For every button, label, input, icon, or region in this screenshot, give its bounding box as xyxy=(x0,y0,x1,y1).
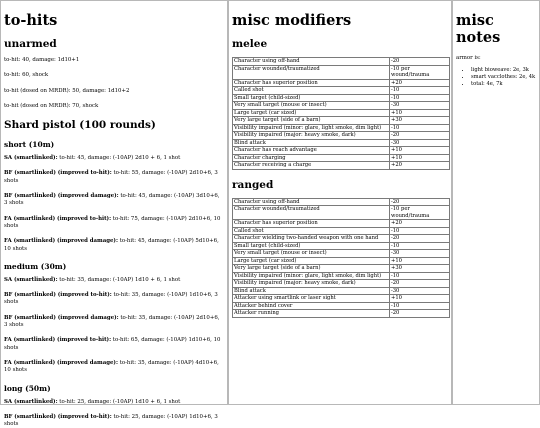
modifier-row xyxy=(233,139,450,147)
fire-mode-line xyxy=(4,292,224,307)
fire-mode-stats: to-hit: 25, damage: (-10AP) 1d10+6, 3 shots xyxy=(4,413,218,428)
modifier-condition: Character wounded/traumatized xyxy=(233,65,390,79)
modifier-condition: Character has reach advantage xyxy=(233,147,390,155)
modifier-row xyxy=(233,265,450,273)
armor-item: • smart vacclothes: 2e, 4k xyxy=(471,74,536,81)
fire-mode-stats: to-hit: 65, damage: (-10AP) 1d10+6, 10 shots xyxy=(4,337,221,351)
modifier-row xyxy=(233,287,450,295)
armor-list xyxy=(456,67,536,87)
modifier-value: -10 xyxy=(390,272,450,280)
modifier-value: -10 xyxy=(390,94,450,102)
armor-item: • total: 4e, 7k xyxy=(471,81,536,88)
modifier-row xyxy=(233,295,450,303)
fire-mode-stats: to-hit: 45, damage: (-10AP) 5d10+6, 10 shots xyxy=(4,238,219,252)
modifier-condition: Character wounded/traumatized xyxy=(233,206,390,220)
fire-mode-label: SA (smartlinked): xyxy=(4,276,58,283)
fire-mode-line xyxy=(4,277,224,284)
armor-item: • light bioweave: 2e, 3k xyxy=(471,67,536,74)
modifier-value: -30 xyxy=(390,139,450,147)
fire-mode-line xyxy=(4,360,224,375)
modifier-value: -30 xyxy=(390,250,450,258)
modifier-value: +10 xyxy=(390,257,450,265)
melee-table-body xyxy=(233,58,450,170)
fire-mode-stats: to-hit: 75, damage: (-10AP) 2d10+6, 10 shots xyxy=(4,215,221,229)
modifier-row xyxy=(233,250,450,258)
modifier-condition: Attacker behind cover xyxy=(233,302,390,310)
modifier-value: +30 xyxy=(390,117,450,125)
misc-notes-column xyxy=(452,0,540,405)
modifier-row xyxy=(233,94,450,102)
pistol-heading: Shard pistol (100 rounds) xyxy=(4,119,156,132)
modifier-value: -20 xyxy=(390,310,450,318)
modifier-value: +10 xyxy=(390,147,450,155)
modifier-condition: Character has superior position xyxy=(233,220,390,228)
modifier-value: -10 xyxy=(390,302,450,310)
modifier-row xyxy=(233,257,450,265)
modifier-value: +10 xyxy=(390,154,450,162)
fire-mode-label: FA (smartlinked) (improved to-hit): xyxy=(4,337,112,344)
misc-modifiers-column xyxy=(228,0,452,405)
fire-mode-label: SA (smartlinked): xyxy=(4,155,58,162)
modifier-condition: Called shot xyxy=(233,87,390,95)
modifier-condition: Character using off-hand xyxy=(233,198,390,206)
fire-mode-label: FA (smartlinked) (improved damage): xyxy=(4,359,118,366)
fire-mode-line xyxy=(4,216,224,231)
modifier-row xyxy=(233,117,450,125)
to-hits-column xyxy=(0,0,228,428)
unarmed-line: to-hit (dosed on MRDR): 50, damage: 1d10+2 xyxy=(4,87,130,94)
modifier-condition: Character charging xyxy=(233,154,390,162)
modifier-row xyxy=(233,227,450,235)
ranged-modifiers-table xyxy=(232,198,450,318)
fire-mode-label: FA (smartlinked) (improved to-hit): xyxy=(4,215,112,222)
modifier-condition: Small target (child-sized) xyxy=(233,94,390,102)
modifier-row xyxy=(233,162,450,170)
fire-mode-label: FA (smartlinked) (improved damage): xyxy=(4,238,118,245)
modifier-value: -20 xyxy=(390,235,450,243)
armor-label: armor is: xyxy=(456,55,481,61)
modifier-condition: Blind attack xyxy=(233,287,390,295)
modifier-row xyxy=(233,220,450,228)
modifier-value: +10 xyxy=(390,109,450,117)
fire-mode-stats: to-hit: 45, damage: (-10AP) 2d10 + 6, 1 shot xyxy=(57,155,181,162)
fire-mode-label: BF (smartlinked) (improved damage): xyxy=(4,193,119,200)
fire-mode-line xyxy=(4,414,224,428)
modifier-condition: Attacker running xyxy=(233,310,390,318)
modifier-condition: Character wielding two-handed weapon with one hand xyxy=(233,235,390,243)
modifier-row xyxy=(233,235,450,243)
modifier-row xyxy=(233,58,450,66)
modifier-condition: Attacker using smartlink or laser sight xyxy=(233,295,390,303)
modifier-condition: Character using off-hand xyxy=(233,58,390,66)
modifier-condition: Large target (car sized) xyxy=(233,109,390,117)
modifier-value: -10 xyxy=(390,124,450,132)
fire-mode-stats: to-hit: 35, damage: (-10AP) 1d10 + 6, 1 shot xyxy=(57,276,181,283)
modifier-condition: Visibility impaired (minor: glare, light smoke, dim light) xyxy=(233,124,390,132)
unarmed-heading: unarmed xyxy=(4,38,57,50)
modifier-row xyxy=(233,272,450,280)
range-heading-long: long (50m) xyxy=(4,383,51,393)
fire-mode-line xyxy=(4,193,224,208)
fire-mode-label: BF (smartlinked) (improved damage): xyxy=(4,314,119,321)
modifier-row xyxy=(233,154,450,162)
modifier-value: -10 xyxy=(390,242,450,250)
modifier-value: -30 xyxy=(390,102,450,110)
modifier-row xyxy=(233,132,450,140)
modifier-value: -20 xyxy=(390,198,450,206)
modifier-value: -20 xyxy=(390,58,450,66)
unarmed-line: to-hit: 60, shock xyxy=(4,72,49,79)
modifier-condition: Visibility impaired (major: heavy smoke, dark) xyxy=(233,132,390,140)
fire-mode-label: BF (smartlinked) (improved to-hit): xyxy=(4,413,112,420)
fire-mode-line xyxy=(4,155,224,162)
fire-mode-line xyxy=(4,238,224,253)
modifier-value: -30 xyxy=(390,287,450,295)
modifier-condition: Blind attack xyxy=(233,139,390,147)
modifier-row xyxy=(233,87,450,95)
modifier-condition: Very large target (side of a barn) xyxy=(233,117,390,125)
modifier-condition: Large target (car sized) xyxy=(233,257,390,265)
melee-modifiers-table xyxy=(232,57,450,170)
unarmed-line: to-hit: 40, damage: 1d10+1 xyxy=(4,57,80,63)
to-hits-heading: to-hits xyxy=(4,12,58,29)
fire-mode-stats: to-hit: 55, damage: (-10AP) 2d10+6, 3 shots xyxy=(4,170,218,184)
modifier-row xyxy=(233,109,450,117)
modifier-condition: Visibility impaired (major: heavy smoke, dark) xyxy=(233,280,390,288)
modifier-row xyxy=(233,242,450,250)
fire-mode-stats: to-hit: 45, damage: (-10AP) 3d10+6, 3 shots xyxy=(4,193,220,207)
fire-mode-line xyxy=(4,170,224,185)
modifier-value: +30 xyxy=(390,265,450,273)
modifier-value: -10 xyxy=(390,227,450,235)
modifier-value: -10 xyxy=(390,87,450,95)
unarmed-line: to-hit (dosed on MRDR): 70, shock xyxy=(4,102,99,109)
modifier-value: +20 xyxy=(390,220,450,228)
modifier-condition: Called shot xyxy=(233,227,390,235)
modifier-row xyxy=(233,302,450,310)
fire-mode-stats: to-hit: 35, damage: (-10AP) 4d10+6, 10 shots xyxy=(4,359,219,374)
fire-mode-label: BF (smartlinked) (improved to-hit): xyxy=(4,292,112,299)
modifier-value: -10 per wound/trauma xyxy=(390,65,450,79)
modifier-row xyxy=(233,65,450,79)
modifier-value: -20 xyxy=(390,132,450,140)
modifier-value: -10 per wound/trauma xyxy=(390,206,450,220)
modifier-value: +10 xyxy=(390,295,450,303)
fire-mode-label: BF (smartlinked) (improved to-hit): xyxy=(4,170,112,177)
fire-mode-line xyxy=(4,399,224,406)
fire-mode-label: SA (smartlinked): xyxy=(4,398,58,405)
misc-modifiers-heading: misc modifiers xyxy=(232,12,352,29)
range-heading-medium: medium (30m) xyxy=(4,261,67,271)
range-heading-short: short (10m) xyxy=(4,140,55,150)
modifier-row xyxy=(233,280,450,288)
ranged-heading: ranged xyxy=(232,178,274,191)
modifier-condition: Character receiving a charge xyxy=(233,162,390,170)
modifier-row xyxy=(233,310,450,318)
modifier-row xyxy=(233,102,450,110)
modifier-row xyxy=(233,147,450,155)
modifier-condition: Visibility impaired (minor: glare, light smoke, dim light) xyxy=(233,272,390,280)
modifier-condition: Very small target (mouse or insect) xyxy=(233,102,390,110)
modifier-condition: Small target (child-sized) xyxy=(233,242,390,250)
modifier-row xyxy=(233,79,450,87)
modifier-value: +20 xyxy=(390,79,450,87)
modifier-value: +20 xyxy=(390,162,450,170)
misc-notes-heading: misc notes xyxy=(456,12,501,46)
ranged-table-body xyxy=(233,198,450,317)
melee-heading: melee xyxy=(232,38,268,50)
modifier-row xyxy=(233,198,450,206)
fire-mode-stats: to-hit: 25, damage: (-10AP) 1d10 + 6, 1 shot xyxy=(57,398,181,405)
fire-mode-stats: to-hit: 35, damage: (-10AP) 2d10+6, 3 shots xyxy=(4,314,220,329)
modifier-row xyxy=(233,124,450,132)
fire-mode-stats: to-hit: 35, damage: (-10AP) 1d10+6, 3 shots xyxy=(4,292,218,306)
modifier-row xyxy=(233,206,450,220)
fire-mode-line xyxy=(4,315,224,330)
modifier-condition: Very large target (side of a barn) xyxy=(233,265,390,273)
modifier-value: -20 xyxy=(390,280,450,288)
modifier-condition: Character has superior position xyxy=(233,79,390,87)
modifier-condition: Very small target (mouse or insect) xyxy=(233,250,390,258)
fire-mode-line xyxy=(4,337,224,352)
